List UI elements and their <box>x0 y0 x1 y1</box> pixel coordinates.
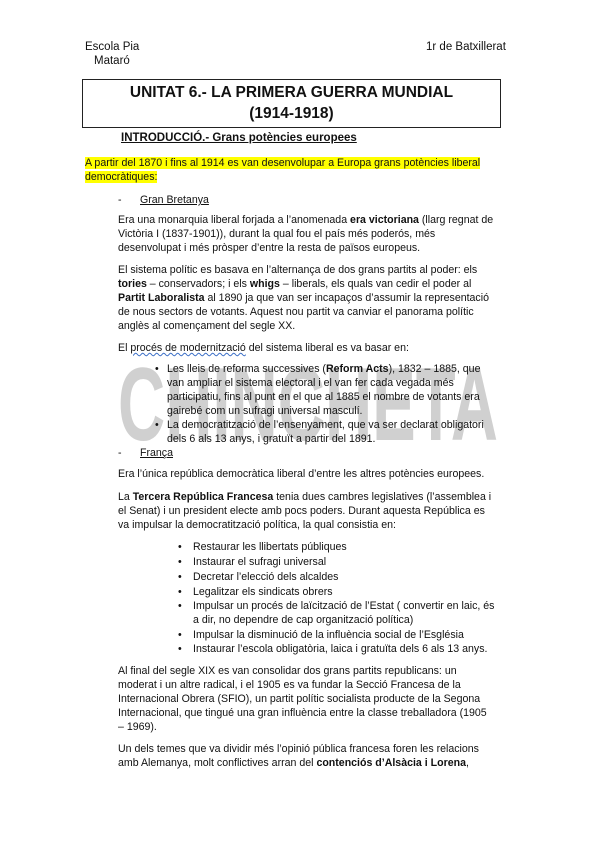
fr-paragraph-2 <box>118 490 518 532</box>
gb-p3-text: El <box>118 342 131 354</box>
fr-dash: - <box>118 447 122 459</box>
course-label: 1r de Batxillerat <box>426 41 506 53</box>
gb-p1-bold: era victoriana <box>350 214 419 226</box>
gb-heading: Gran Bretanya <box>140 194 209 206</box>
gb-p2-whigs: whigs <box>249 278 280 290</box>
fr-p2-text-2: tenia dues cambres legislatives (l’assemblea i <box>273 491 492 503</box>
highlight-line1: A partir del 1870 i fins al 1914 es van desenvolupar a Europa grans potències liberal <box>85 157 481 169</box>
bullet-icon: • <box>178 556 182 568</box>
intro-heading: INTRODUCCIÓ.- Grans potències europees <box>121 132 357 144</box>
fr-item-text: Instaurar l’escola obligatòria, laica i gratuïta dels 6 als 13 anys. <box>193 643 488 655</box>
bullet-icon: • <box>178 541 182 553</box>
gb-b1-bold: Reform Acts <box>325 363 389 375</box>
fr-p2-line3: va impulsar la democratització política, la qual consistia en: <box>118 519 396 531</box>
fr-p2-text: La <box>118 491 133 503</box>
fr-p2-bold: Tercera República Francesa <box>132 491 274 503</box>
fr-item <box>178 555 513 569</box>
fr-item-text: Impulsar la disminució de la influència social de l’Església <box>193 629 464 641</box>
fr-item <box>178 642 513 656</box>
fr-heading: França <box>140 447 173 459</box>
bullet-icon: • <box>155 363 159 375</box>
fr-paragraph-1: Era l’única república democràtica liberal d’entre les altres potències europees. <box>118 468 485 480</box>
bullet-icon: • <box>178 600 182 612</box>
gb-p2-line5: anglès al començament del segle XX. <box>118 320 296 332</box>
bullet-icon: • <box>178 643 182 655</box>
school-name: Escola Pia <box>85 41 140 53</box>
fr-item <box>178 599 513 627</box>
gb-p3-text-2: del sistema liberal es va basar en: <box>245 342 409 354</box>
fr-item <box>178 540 513 554</box>
gb-paragraph-3 <box>118 341 518 355</box>
gb-paragraph-2 <box>118 263 518 333</box>
gb-b1-line3: participatiu, fins al punt en el que al 1885 el nombre de votants era <box>167 391 480 403</box>
fr-p3-line5: – 1969). <box>118 721 157 733</box>
fr-item-text-cont: a dir, no dependre de cap organització política) <box>193 614 414 626</box>
gb-p2-text: – conservadors; i els <box>146 278 250 290</box>
fr-p3-line3: Internacional Obrera (SFIO), un partit polític socialista producte de la Segona <box>118 693 481 705</box>
fr-paragraph-3 <box>118 664 518 734</box>
gb-b1-line4: gairebé com un sufragi universal masculí. <box>167 405 363 417</box>
gb-b1-line2: van ampliar el sistema electoral i el van fer cada vegada més <box>167 377 454 389</box>
gb-b2-line1: La democratització de l’ensenyament, que va ser declarat obligatori <box>167 419 484 431</box>
title-box <box>82 79 501 128</box>
gb-p3-underlined: procés de modernització <box>130 342 246 354</box>
fr-item-text: Instaurar el sufragi universal <box>193 556 327 568</box>
fr-item-text: Legalitzar els sindicats obrers <box>193 586 333 598</box>
bullet-icon: • <box>178 571 182 583</box>
gb-paragraph-1 <box>118 213 518 255</box>
title-line1: UNITAT 6.- LA PRIMERA GUERRA MUNDIAL <box>129 84 454 101</box>
fr-p3-line4: Internacional, que tingué una gran influència entre la classe treballadora (1905 <box>118 707 487 719</box>
fr-p4-text: amb Alemanya, molt conflictives arran del <box>118 757 317 769</box>
gb-p2-text-3: al 1890 ja que van ser incapaços d’assumir la representació <box>204 292 489 304</box>
highlighted-intro <box>85 156 505 184</box>
bullet-icon: • <box>178 629 182 641</box>
fr-item-text: Restaurar les llibertats públiques <box>193 541 347 553</box>
bullet-icon: • <box>155 419 159 431</box>
gb-p2-text-2: – liberals, els quals van cedir el poder al <box>279 278 472 290</box>
highlight-line2: democràtiques: <box>85 171 158 183</box>
bullet-icon: • <box>178 586 182 598</box>
school-city: Mataró <box>94 55 130 67</box>
fr-p2-line2: el Senat) i un president electe amb pocs poders. Durant aquesta República es <box>118 505 485 517</box>
gb-p2-line1: El sistema polític es basava en l’alternança de dos grans partits al poder: els <box>118 264 478 276</box>
fr-item <box>178 628 513 642</box>
fr-p4-line1: Un dels temes que va dividir més l’opinió pública francesa foren les relacions <box>118 743 479 755</box>
gb-p1-line2: Victòria I (1837-1901)), durant la qual fou el país més poderós, més <box>118 228 436 240</box>
fr-p4-comma: , <box>465 757 469 769</box>
gb-p1-text-2: (llarg regnat de <box>418 214 494 226</box>
fr-item-text: Decretar l’elecció dels alcaldes <box>193 571 339 583</box>
title-line2: (1914-1918) <box>249 105 334 122</box>
fr-item <box>178 570 513 584</box>
gb-bullet-2 <box>155 418 502 446</box>
fr-item <box>178 585 513 599</box>
gb-p2-labour: Partit Laboralista <box>118 292 205 304</box>
fr-item-text: Impulsar un procés de laïcització de l’Estat ( convertir en laic, és <box>193 600 495 612</box>
gb-p2-line4: de nous sectors de votants. Aquest nou partit va canviar el panorama polític <box>118 306 474 318</box>
fr-p4-bold: contenciós d’Alsàcia i Lorena <box>316 757 466 769</box>
fr-p3-line2: moderat i un altre radical, i el 1905 es va fundar la Secció Francesa de la <box>118 679 461 691</box>
fr-p3-line1: Al final del segle XIX es van consolidar dos grans partits republicans: un <box>118 665 457 677</box>
gb-b1-text-2: ), 1832 – 1885, que <box>388 363 481 375</box>
gb-p1-line3: desenvolupat i més pròsper d’entre la resta de països europeus. <box>118 242 421 254</box>
gb-b1-text: Les lleis de reforma successives ( <box>167 363 326 375</box>
gb-p1-text: Era una monarquia liberal forjada a l’anomenada <box>118 214 351 226</box>
gb-dash: - <box>118 194 122 206</box>
gb-p2-tories: tories <box>118 278 147 290</box>
watermark-text: CHINCHETA <box>118 352 498 452</box>
gb-b2-line2: dels 6 als 13 anys, i gratuït a partir del 1891. <box>167 433 376 445</box>
fr-paragraph-4 <box>118 742 518 770</box>
